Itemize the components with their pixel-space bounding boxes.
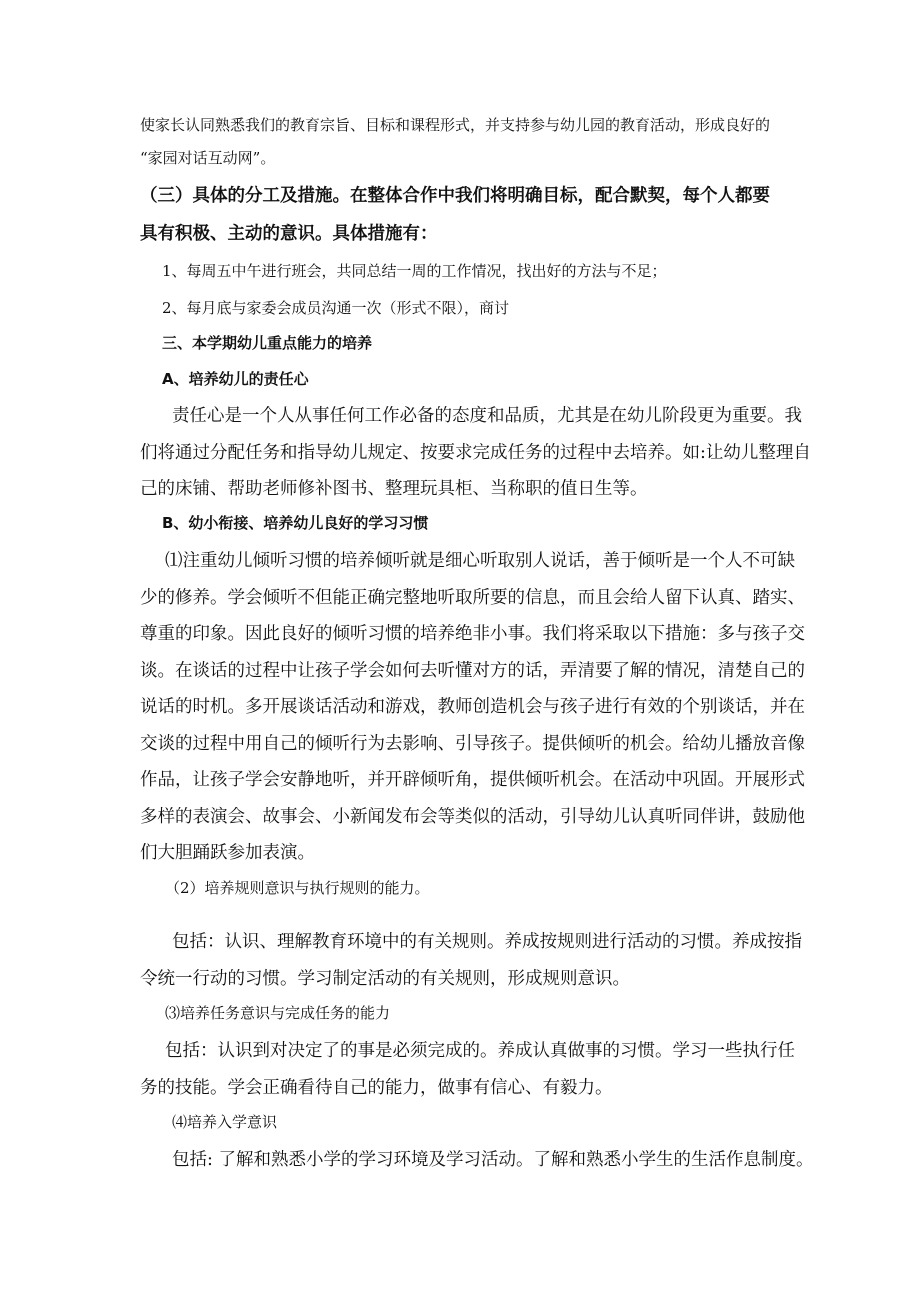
paragraph-line: 少的修养。学会倾听不但能正确完整地听取所要的信息，而且会给人留下认真、踏实、 <box>140 588 805 608</box>
paragraph-line: 责任心是一个人从事任何工作必备的态度和品质，尤其是在幼儿阶段更为重要。我 <box>172 406 802 426</box>
paragraph-line: 作品，让孩子学会安静地听，并开辟倾听角，提供倾听机会。在活动中巩固。开展形式 <box>140 770 805 790</box>
paragraph-line: ⑴注重幼儿倾听习惯的培养倾听就是细心听取别人说话，善于倾听是一个人不可缺 <box>165 551 795 571</box>
section-heading: 具有积极、主动的意识。具体措施有： <box>140 224 438 244</box>
paragraph-line: 包括：认识到对决定了的事是必须完成的。养成认真做事的习惯。学习一些执行任 <box>165 1041 795 1061</box>
paragraph-line: 使家长认同熟悉我们的教育宗旨、目标和课程形式，并支持参与幼儿园的教育活动，形成良好的 <box>140 116 771 134</box>
paragraph-line: 交谈的过程中用自己的倾听行为去影响、引导孩子。提供倾听的机会。给幼儿播放音像 <box>140 734 805 754</box>
paragraph-line: 包括：认识、理解教育环境中的有关规则。养成按规则进行活动的习惯。养成按指 <box>172 932 802 952</box>
paragraph-line: 说话的时机。多开展谈话活动和游戏，教师创造机会与孩子进行有效的个别谈话，并在 <box>140 697 805 717</box>
paragraph-line: 务的技能。学会正确看待自己的能力，做事有信心、有毅力。 <box>140 1078 613 1098</box>
paragraph-line: 包括: 了解和熟悉小学的学习环境及学习活动。了解和熟悉小学生的生活作息制度。 <box>172 1150 814 1170</box>
section-heading: （三）具体的分工及措施。在整体合作中我们将明确目标，配合默契，每个人都要 <box>140 186 770 206</box>
paragraph-line: 尊重的印象。因此良好的倾听习惯的培养绝非小事。我们将采取以下措施：多与孩子交 <box>140 624 805 644</box>
list-item-title: （2）培养规则意识与执行规则的能力。 <box>165 879 430 897</box>
paragraph-line: 令统一行动的习惯。学习制定活动的有关规则，形成规则意识。 <box>140 969 630 989</box>
subsection-heading: B、幼小衔接、培养幼儿良好的学习习惯 <box>162 514 429 532</box>
paragraph-line: 谈。在谈话的过程中让孩子学会如何去听懂对方的话，弄清要了解的情况，清楚自己的 <box>140 661 805 681</box>
list-item: 2、每月底与家委会成员沟通一次（形式不限），商讨 <box>162 299 510 317</box>
paragraph-line: “家园对话互动网”。 <box>140 149 276 167</box>
subsection-heading: A、培养幼儿的责任心 <box>162 370 309 388</box>
list-item: 1、每周五中午进行班会，共同总结一周的工作情况，找出好的方法与不足； <box>162 262 667 280</box>
list-item-title: ⑷培养入学意识 <box>172 1113 278 1131</box>
paragraph-line: 多样的表演会、故事会、小新闻发布会等类似的活动，引导幼儿认真听同伴讲，鼓励他 <box>140 807 805 827</box>
paragraph-line: 们将通过分配任务和指导幼儿规定、按要求完成任务的过程中去培养。如:让幼儿整理自 <box>140 443 811 463</box>
chapter-heading: 三、本学期幼儿重点能力的培养 <box>162 334 373 352</box>
list-item-title: ⑶培养任务意识与完成任务的能力 <box>165 1004 391 1022</box>
paragraph-line: 们大胆踊跃参加表演。 <box>140 843 315 863</box>
paragraph-line: 己的床铺、帮助老师修补图书、整理玩具柜、当称职的值日生等。 <box>140 479 648 499</box>
